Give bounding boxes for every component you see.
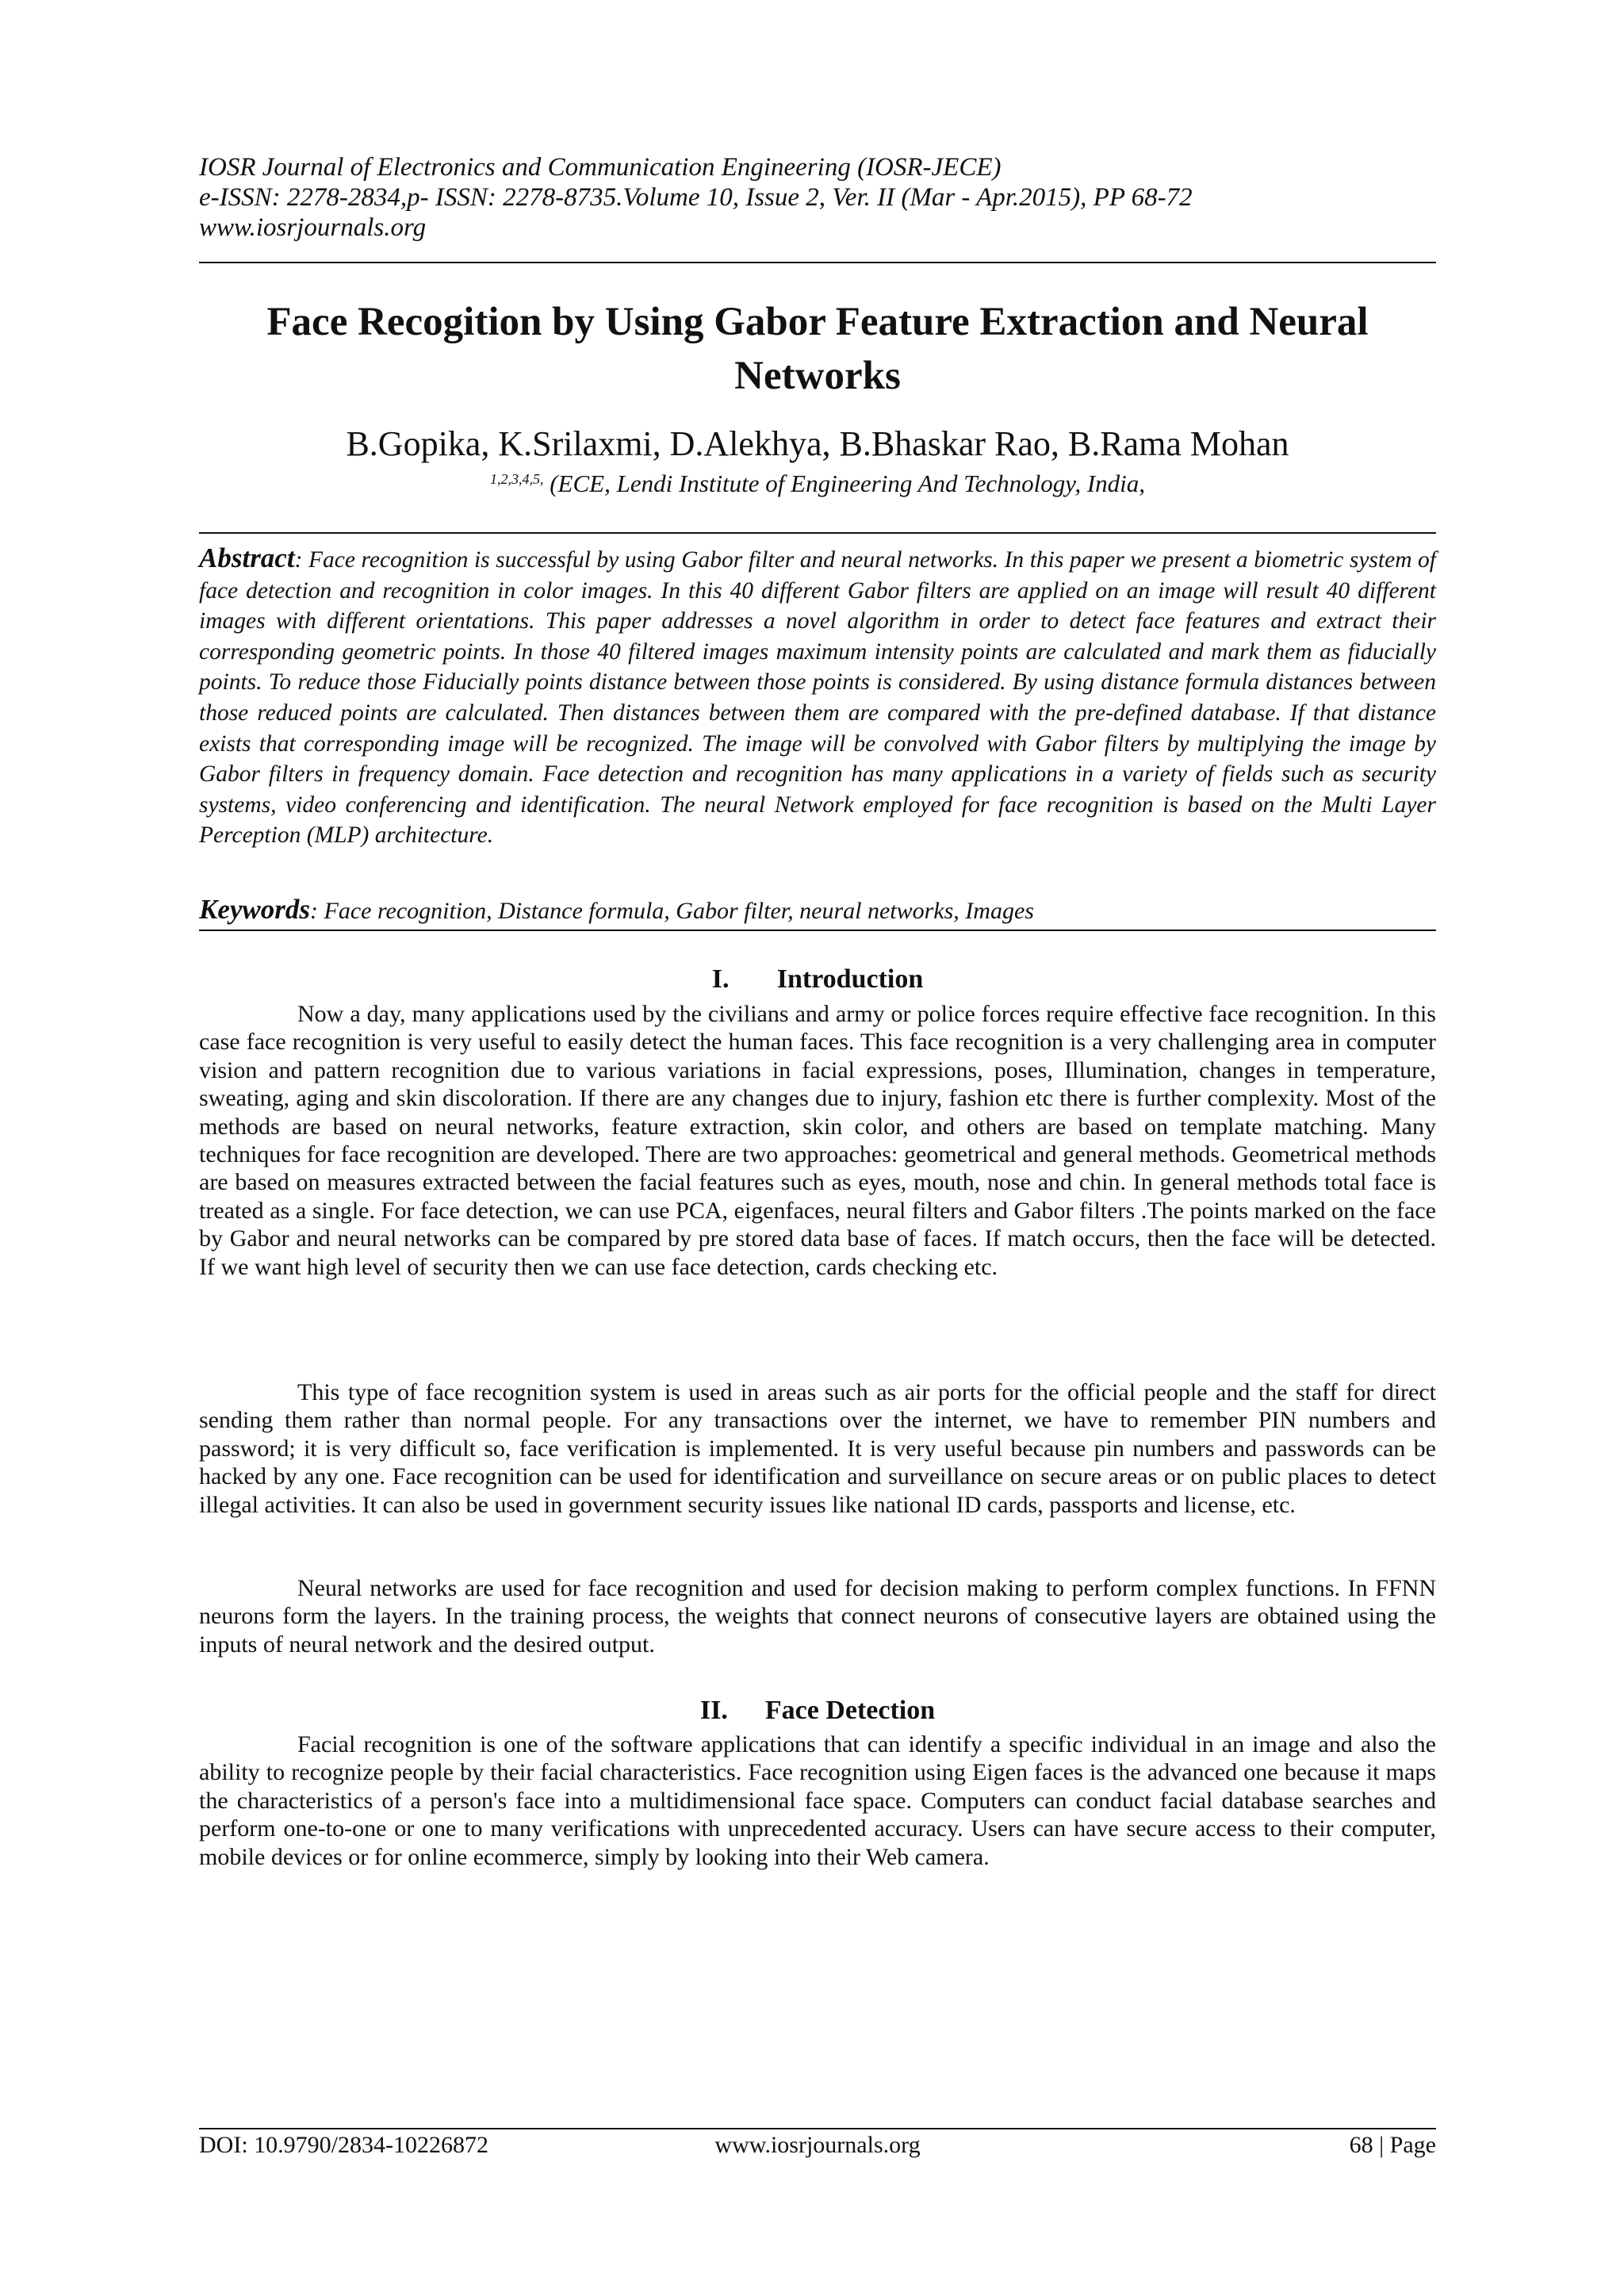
abstract-top-rule: [199, 532, 1436, 534]
intro-paragraph-1: Now a day, many applications used by the civilians and army or police forces require effective face recognition. In this case face recognition is very useful to easily detect the human faces. This face recognition is a very challenging area in computer vision and pattern recognition due to various variations in facial expressions, poses, Illumination, changes in temperature, sweating, aging and skin discoloration. If there are any changes due to injury, fashion etc there is further complexity. Most of the methods are based on neural networks, feature extraction, skin color, and others are based on template matching. Many techniques for face recognition are developed. There are two approaches: geometrical and general methods. Geometrical methods are based on measures extracted between the facial features such as eyes, mouth, nose and chin. In general methods total face is treated as a single. For face detection, we can use PCA, eigenfaces, neural filters and Gabor filters .The points marked on the face by Gabor and neural networks can be compared by pre stored data base of faces. If match occurs, then the face will be detected. If we want high level of security then we can use face detection, cards checking etc.: [199, 1001, 1436, 1280]
keywords-text: : Face recognition, Distance formula, Gabor filter, neural networks, Images: [310, 898, 1034, 924]
section-title: Introduction: [776, 964, 924, 994]
intro-paragraph-3: Neural networks are used for face recognition and used for decision making to perform complex functions. In FFNN neurons form the layers. In the training process, the weights that connect neurons of consecutive layers are obtained using the inputs of neural network and the desired output.: [199, 1575, 1436, 1658]
footer-doi: DOI: 10.9790/2834-10226872: [199, 2132, 488, 2158]
journal-header: [199, 152, 1436, 243]
section-title: Face Detection: [764, 1696, 936, 1725]
keywords: [199, 895, 1436, 926]
affiliation-text: (ECE, Lendi Institute of Engineering And Technology, India,: [550, 470, 1146, 497]
issn-line: e-ISSN: 2278-2834,p- ISSN: 2278-8735.Volume 10, Issue 2, Ver. II (Mar - Apr.2015), PP 68-72: [199, 183, 1193, 212]
section-number: II.: [699, 1696, 728, 1725]
title-line-1: Face Recogition by Using Gabor Feature Extraction and Neural: [266, 300, 1369, 344]
section-number: I.: [711, 964, 730, 994]
footer-website: www.iosrjournals.org: [714, 2132, 921, 2158]
page-footer: [199, 2130, 1436, 2160]
section-heading-face-detection: [199, 1695, 1436, 1727]
footer-page-number: 68 | Page: [1349, 2132, 1436, 2158]
abstract-bottom-rule: [199, 930, 1436, 931]
keywords-label: Keywords: [199, 894, 310, 925]
title-line-2: Networks: [734, 354, 901, 398]
paper-title: [199, 295, 1436, 403]
section-heading-introduction: [199, 964, 1436, 995]
abstract: [199, 543, 1436, 851]
face-detection-paragraph-1: Facial recognition is one of the software applications that can identify a specific individual in an image and also the ability to recognize people by their facial characteristics. Face recognition using Eigen faces is the advanced one because it maps the characteristics of a person's face into a multidimensional face space. Computers can conduct facial database searches and perform one-to-one or one to many verifications with unprecedented accuracy. Users can have secure access to their computer, mobile devices or for online ecommerce, simply by looking into their Web camera.: [199, 1731, 1436, 1870]
journal-name: IOSR Journal of Electronics and Communication Engineering (IOSR-JECE): [199, 153, 1002, 182]
abstract-label: Abstract: [199, 542, 295, 573]
header-rule: [199, 262, 1436, 263]
affiliation-marks: 1,2,3,4,5,: [489, 471, 544, 487]
intro-paragraph-2: This type of face recognition system is used in areas such as air ports for the official people and the staff for direct sending them rather than normal people. For any transactions over the internet, we have to remember PIN numbers and password; it is very difficult so, face verification is implemented. It is very useful because pin numbers and passwords can be hacked by any one. Face recognition can be used for identification and surveillance on secure areas or on public places to detect illegal activities. It can also be used in government security issues like national ID cards, passports and license, etc.: [199, 1379, 1436, 1518]
journal-website: www.iosrjournals.org: [199, 213, 427, 242]
author-list: B.Gopika, K.Srilaxmi, D.Alekhya, B.Bhaskar Rao, B.Rama Mohan: [346, 424, 1289, 463]
abstract-text: : Face recognition is successful by using Gabor filter and neural networks. In this paper we present a biometric system of face detection and recognition in color images. In this 40 different Gabor filters are applied on an image will result 40 different images with different orientations. This paper addresses a novel algorithm in order to detect face features and extract their corresponding geometric points. In those 40 filtered images maximum intensity points are calculated and mark them as fiducially points. To reduce those Fiducially points distance between those points is considered. By using distance formula distances between those reduced points are calculated. Then distances between them are compared with the pre-defined database. If that distance exists that corresponding image will be recognized. The image will be convolved with Gabor filters by multiplying the image by Gabor filters in frequency domain. Face detection and recognition has many applications in a variety of fields such as security systems, video conferencing and identification. The neural Network employed for face recognition is based on the Multi Layer Perception (MLP) architecture.: [199, 547, 1436, 849]
footer-rule: [199, 2128, 1436, 2129]
affiliation: [199, 470, 1436, 501]
